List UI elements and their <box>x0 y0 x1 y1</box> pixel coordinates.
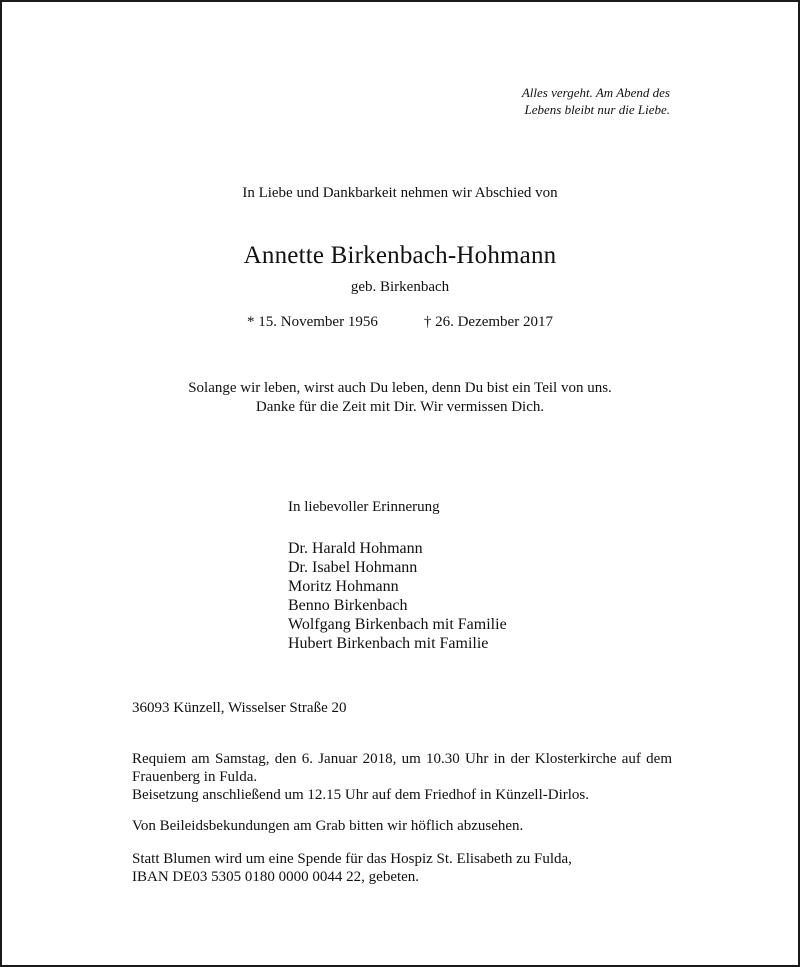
motto-line-1: Alles vergeht. Am Abend des <box>521 85 670 100</box>
list-item: Dr. Isabel Hohmann <box>288 559 418 576</box>
maiden-name: geb. Birkenbach <box>350 279 450 295</box>
quote-line-2: Danke für die Zeit mit Dir. Wir vermissen Dich. <box>255 399 545 415</box>
donation-line-1: Statt Blumen wird um eine Spende für das Hospiz St. Elisabeth zu Fulda, <box>132 851 572 867</box>
birth-date: * 15. November 1956 <box>247 314 378 330</box>
donation-note <box>132 850 672 886</box>
service-line-1: Requiem am Samstag, den 6. Januar 2018, um 10.30 Uhr in der Klosterkirche auf dem <box>132 751 672 767</box>
deceased-name: Annette Birkenbach-Hohmann <box>243 242 557 269</box>
service-line-3: Beisetzung anschließend um 12.15 Uhr auf dem Friedhof in Künzell-Dirlos. <box>132 787 589 803</box>
family-address: 36093 Künzell, Wisselser Straße 20 <box>132 700 347 716</box>
mourners-list <box>288 539 507 653</box>
list-item: Dr. Harald Hohmann <box>288 540 423 557</box>
quote-line-1: Solange wir leben, wirst auch Du leben, denn Du bist ein Teil von uns. <box>188 380 612 396</box>
condolence-note <box>132 817 672 835</box>
death-date: † 26. Dezember 2017 <box>423 314 553 330</box>
donation-line-2: IBAN DE03 5305 0180 0000 0044 22, gebeten. <box>132 869 420 885</box>
list-item: Moritz Hohmann <box>288 578 399 595</box>
remembrance-quote <box>2 379 798 417</box>
life-dates <box>2 314 798 331</box>
list-item: Hubert Birkenbach mit Familie <box>288 635 489 652</box>
memory-label: In liebevoller Erinnerung <box>288 499 440 515</box>
motto-line-2: Lebens bleibt nur die Liebe. <box>524 102 670 117</box>
condolence-text: Von Beileidsbekundungen am Grab bitten wir höflich abzusehen. <box>132 818 524 834</box>
list-item: Benno Birkenbach <box>288 597 408 614</box>
service-details <box>132 750 672 804</box>
intro-text: In Liebe und Dankbarkeit nehmen wir Abschied von <box>242 185 558 201</box>
service-line-2: Frauenberg in Fulda. <box>132 769 258 785</box>
list-item: Wolfgang Birkenbach mit Familie <box>288 616 507 633</box>
motto-quote <box>410 84 670 118</box>
